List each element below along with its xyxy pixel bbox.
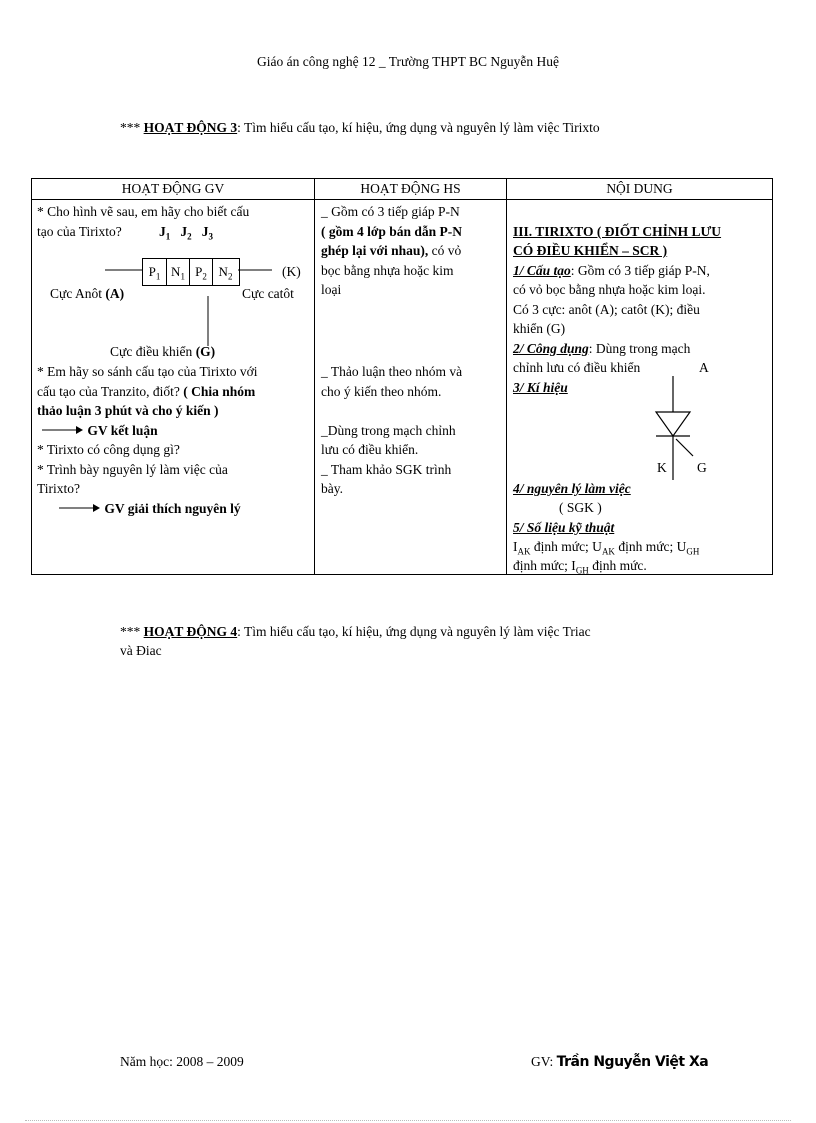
layer-p1: $P_1$ (143, 259, 167, 285)
cathode-k-label: (K) (282, 264, 301, 279)
layer-box (142, 258, 240, 286)
hs-answer-1: _ Gồm có 3 tiếp giáp P-N (321, 204, 460, 219)
gv-question-1b: tạo của Tirixto? (37, 224, 122, 239)
specs-line-2: định mức; $I_{GH}$ định mức. (513, 558, 647, 576)
cathode-label: Cực catôt (242, 286, 294, 301)
structure-line-3: Có 3 cực: anôt (A); catôt (K); điều (513, 302, 700, 317)
hs-answer-5: loại (321, 282, 342, 297)
principle-heading: 4/ nguyên lý làm việc (513, 481, 631, 496)
gv-explain: GV giải thích nguyên lý (57, 499, 241, 519)
structure-line-1: 1/ Cấu tạo: Gồm có 3 tiếp giáp P-N, (513, 263, 710, 278)
gate-label: Cực điều khiển (G) (110, 344, 216, 359)
hs-answer-2: ( gồm 4 lớp bán dẫn P-N (321, 224, 462, 239)
header-gv: HOẠT ĐỘNG GV (32, 179, 315, 200)
gv-question-2b: cấu tạo của Tranzito, điốt? ( Chia nhóm (37, 384, 256, 399)
gv-column (32, 200, 315, 575)
hs-ref-2: bày. (321, 481, 343, 496)
layer-p2: $P_2$ (190, 259, 213, 285)
symbol-g-label: G (697, 460, 707, 475)
anode-label: Cực Anôt (A) (50, 286, 125, 301)
noi-dung-column (507, 200, 773, 575)
section-title-1: III. TIRIXTO ( ĐIỐT CHỈNH LƯU (513, 224, 722, 239)
header-hs: HOẠT ĐỘNG HS (315, 179, 507, 200)
hs-discuss-2: cho ý kiến theo nhóm. (321, 384, 442, 399)
page-header: Giáo án công nghệ 12 _ Trường THPT BC Nguyễn Huệ (257, 54, 559, 69)
gv-conclude: GV kết luận (40, 421, 158, 441)
gv-question-2a: * Em hãy so sánh cấu tạo của Tirixto với (37, 364, 258, 379)
gv-question-1a: * Cho hình vẽ sau, em hãy cho biết cấu (37, 204, 250, 219)
hs-discuss-1: _ Thảo luận theo nhóm và (321, 364, 463, 379)
school-year: Năm học: 2008 – 2009 (120, 1054, 244, 1069)
symbol-heading: 3/ Kí hiệu (513, 380, 568, 395)
thyristor-symbol-icon (507, 200, 773, 490)
gv-question-2d: thảo luận 3 phút và cho ý kiến ) (37, 403, 219, 418)
hs-use-1: _Dùng trong mạch chỉnh (321, 423, 456, 438)
specs-heading: 5/ Số liệu kỹ thuật (513, 520, 615, 535)
gv-question-4a: * Trình bày nguyên lý làm việc của (37, 462, 228, 477)
symbol-anode-label: A (699, 360, 709, 375)
gv-question-3: * Tirixto có công dụng gì? (37, 442, 180, 457)
activity-3-heading: *** HOẠT ĐỘNG 3: Tìm hiểu cấu tạo, kí hiệu, ứng dụng và nguyên lý làm việc Tirixto (120, 120, 600, 135)
activity-4-label: HOẠT ĐỘNG 4 (143, 624, 238, 639)
arrow-right-icon (40, 425, 84, 435)
hs-column (315, 200, 507, 575)
hs-ref-1: _ Tham khảo SGK trình (321, 462, 452, 477)
signature-text: Trần Nguyễn Việt Xa (556, 1054, 709, 1070)
activity-4-heading: *** HOẠT ĐỘNG 4: Tìm hiểu cấu tạo, kí hiệu, ứng dụng và nguyên lý làm việc Triac và Điac (120, 624, 591, 658)
layer-n1: $N_1$ (167, 259, 190, 285)
teacher-signature: GV: Trần Nguyễn Việt Xa (531, 1054, 709, 1070)
layer-n2: $N_2$ (218, 264, 233, 282)
hs-answer-3: ghép lại với nhau), có vỏ (321, 243, 462, 258)
header-noi-dung: NỘI DUNG (507, 179, 773, 200)
symbol-k-label: K (657, 460, 667, 475)
structure-line-2: có vỏ bọc bằng nhựa hoặc kim loại. (513, 282, 706, 297)
hs-answer-4: bọc bằng nhựa hoặc kim (321, 263, 454, 278)
page-bottom-divider (25, 1120, 791, 1121)
principle-text: ( SGK ) (559, 500, 602, 515)
junction-labels: $J_1$ $J_2$ $J_3$ (159, 224, 213, 242)
lesson-table (31, 178, 773, 575)
gv-question-4b: Tirixto? (37, 481, 81, 496)
hs-use-2: lưu có điều khiển. (321, 442, 419, 457)
use-line-1: 2/ Công dụng: Dùng trong mạch (513, 341, 691, 356)
structure-line-4: khiển (G) (513, 321, 566, 336)
specs-line-1: $I_{AK}$ định mức; $U_{AK}$ định mức; $U_{GH}$ (513, 539, 700, 557)
section-title-2: CÓ ĐIỀU KHIỂN – SCR ) (513, 243, 668, 258)
use-line-2: chỉnh lưu có điều khiển (513, 360, 641, 375)
arrow-right-icon (57, 503, 101, 513)
activity-3-label: HOẠT ĐỘNG 3 (143, 120, 238, 135)
